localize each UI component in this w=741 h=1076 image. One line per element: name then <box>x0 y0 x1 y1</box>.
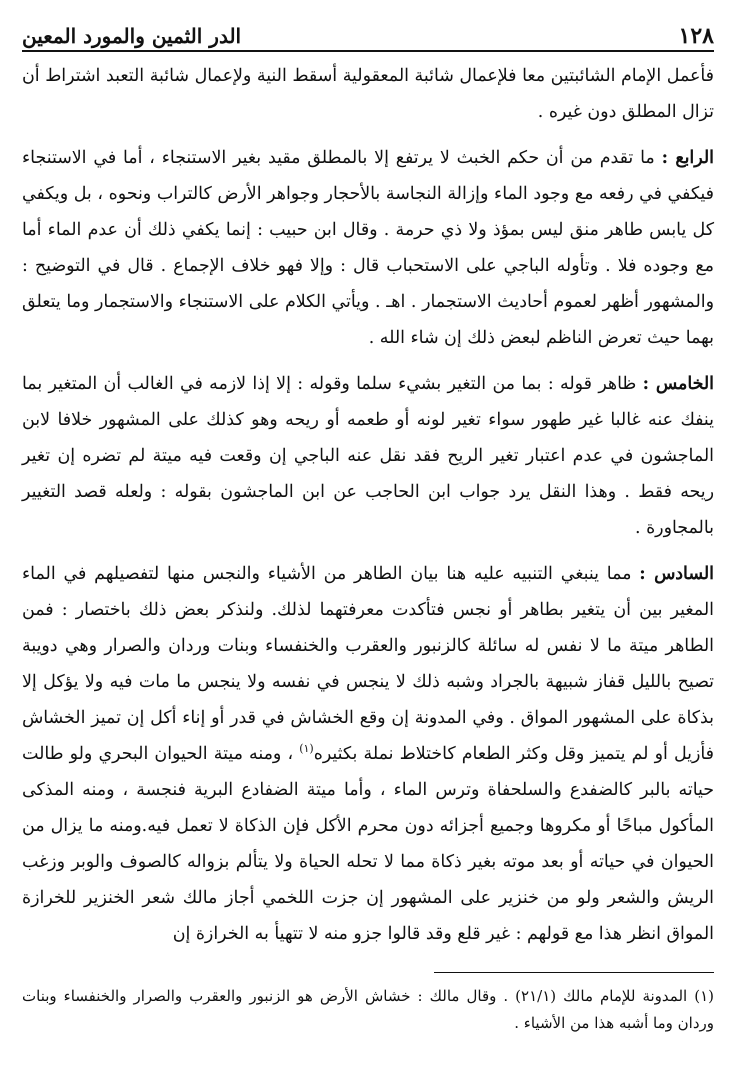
paragraph-intro <box>22 58 714 130</box>
page-number: ١٢٨ <box>678 23 714 49</box>
paragraph-text-continued: ، ومنه ميتة الحيوان البحري ولو طالت حياته بالبر كالضفدع والسلحفاة وترس الماء ، وأما ميتة الضفادع البرية فنجسة ، ومنه المذكى المأكول مباحًا أو مكروها وجميع أجزائه دون محرم الأكل فإن الذكاة لا تعمل فيه.ومنه ما يزال من الحيوان في حياته أو بعد موته بغير ذكاة مما لا تحله الحياة ولا يتألم بزواله كالصوف والوبر وزغب الريش والشعر ولو من خنزير على المشهور إن جزت اللخمي أجاز مالك شعر الخنزير للخرازة المواق انظر هذا مع قولهم : غير قلع وقد قالوا جزو منه لا تتهيأ به الخرازة إن <box>22 744 714 944</box>
footnote-separator <box>434 972 714 973</box>
paragraph-fifth <box>22 366 714 546</box>
page <box>22 18 714 1058</box>
paragraph-sixth <box>22 556 714 952</box>
main-text <box>22 58 714 952</box>
paragraph-text: ما تقدم من أن حكم الخبث لا يرتفع إلا بالمطلق مقيد بغير الاستنجاء ، أما في الاستنجاء فيكفي في رفعه مع وجود الماء وإزالة النجاسة بالأحجار وجواهر الأرض كالتراب ونحوه ، بل ويكفي كل يابس طاهر منق ليس بمؤذ ولا ذي حرمة . وقال ابن حبيب : إنما يكفي ذلك أن عدم الماء أما مع وجوده فلا . وتأوله الباجي على الاستحباب قال : وإلا فهو خلاف الإجماع . قال في التوضيح : والمشهور أظهر لعموم أحاديث الاستجمار . اهـ . ويأتي الكلام على الاستنجاء والاستجمار وما يتعلق بهما حيث تعرض الناظم لبعض ذلك إن شاء الله . <box>22 148 714 348</box>
paragraph-lead: الرابع : <box>661 148 714 168</box>
paragraph-lead: الخامس : <box>642 374 715 394</box>
paragraph-lead: السادس : <box>639 564 714 584</box>
running-title: الدر الثمين والمورد المعين <box>22 24 242 48</box>
paragraph-text: فأعمل الإمام الشائبتين معا فلإعمال شائبة المعقولية أسقط النية ولإعمال شائبة التعبد اشتراط أن تزال المطلق دون غيره . <box>22 66 714 122</box>
paragraph-text: ظاهر قوله : بما من التغير بشيء سلما وقوله : إلا إذا لازمه في الغالب أن المتغير بما ينفك عنه غالبا غير طهور سواء تغير لونه أو طعمه أو ريحه وهو كذلك على المشهور خلافا لابن الماجشون في عدم اعتبار تغير الريح فقد نقل عنه الباجي إن وقعت فيه ميتة لم تضره إن تغير ريحه فقط . وهذا النقل يرد جواب ابن الحاجب عن ابن الماجشون بقوله : ولعله قصد التغيير بالمجاورة . <box>22 374 714 538</box>
footnote-reference[interactable]: (١) <box>299 742 314 756</box>
footnote: (١) المدونة للإمام مالك (٢١/١) . وقال مالك : خشاش الأرض هو الزنبور والعقرب والصرار والخنفساء وبنات وردان وما أشبه هذا من الأشياء . <box>22 987 714 1032</box>
page-header <box>22 18 714 52</box>
paragraph-fourth <box>22 140 714 356</box>
paragraph-text: مما ينبغي التنبيه عليه هنا بيان الطاهر من الأشياء والنجس منها لتفصيلهم في الماء المغير بين أن يتغير بطاهر أو نجس فتأكدت معرفتهما لذلك. ولنذكر بعض ذلك باختصار : فمن الطاهر ميتة ما لا نفس له سائلة كالزنبور والعقرب والخنفساء وبنات وردان والصرار وهي دويبة تصيح بالليل قفاز شبيهة بالجراد وشبه ذلك لا ينجس في نفسه ولا ينجس ما مات فيه ولا يؤكل إلا بذكاة على المشهور المواق . وفي المدونة إن وقع الخشاش في قدر أو إناء أكل إن تميز الخشاش فأزيل أو لم يتميز وقل وكثر الطعام كاختلاط نملة بكثيره <box>22 564 714 764</box>
